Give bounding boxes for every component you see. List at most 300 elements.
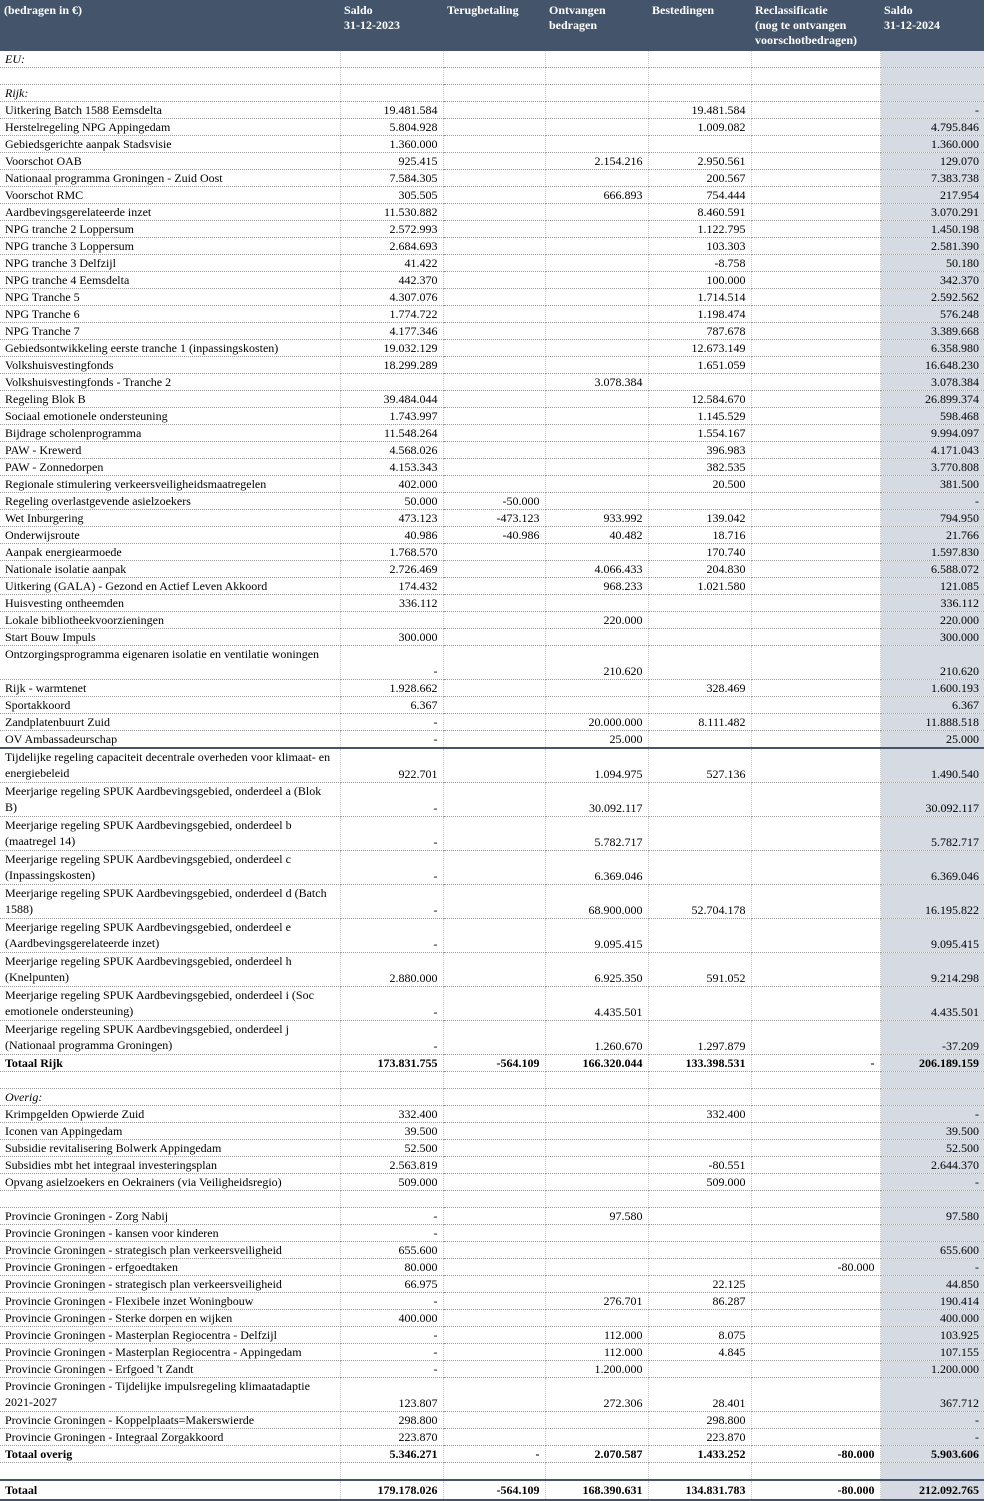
cell-reclassificatie: -80.000: [751, 1480, 880, 1500]
cell-terugbetaling: [443, 289, 545, 306]
cell-label: Gebiedsgerichte aanpak Stadsvisie: [0, 136, 340, 153]
cell-reclassificatie: [751, 817, 880, 851]
cell-bestedingen: [648, 1191, 751, 1208]
cell-label: Nationale isolatie aanpak: [0, 561, 340, 578]
cell-saldo-2024: 1.597.830: [880, 544, 984, 561]
header-saldo-2023: Saldo 31-12-2023: [340, 0, 443, 51]
cell-saldo-2023: [340, 1463, 443, 1481]
cell-saldo-2023: 442.370: [340, 272, 443, 289]
cell-label: Totaal overig: [0, 1446, 340, 1463]
cell-saldo-2024: 3.078.384: [880, 374, 984, 391]
table-row: [0, 1327, 984, 1344]
cell-label: EU:: [0, 51, 340, 68]
cell-terugbetaling: [443, 885, 545, 919]
cell-terugbetaling: [443, 1225, 545, 1242]
table-row: [0, 1174, 984, 1191]
cell-terugbetaling: [443, 425, 545, 442]
cell-terugbetaling: [443, 612, 545, 629]
table-row: [0, 561, 984, 578]
cell-ontvangen: 112.000: [545, 1327, 648, 1344]
cell-ontvangen: [545, 51, 648, 68]
cell-ontvangen: [545, 459, 648, 476]
cell-terugbetaling: [443, 595, 545, 612]
table-row: [0, 1123, 984, 1140]
cell-bestedingen: 754.444: [648, 187, 751, 204]
table-row: [0, 1463, 984, 1481]
cell-bestedingen: [648, 85, 751, 102]
cell-bestedingen: [648, 1123, 751, 1140]
cell-label: Onderwijsroute: [0, 527, 340, 544]
cell-saldo-2024: [880, 85, 984, 102]
cell-reclassificatie: -80.000: [751, 1259, 880, 1276]
cell-bestedingen: 591.052: [648, 953, 751, 987]
cell-saldo-2024: 336.112: [880, 595, 984, 612]
cell-saldo-2023: 2.880.000: [340, 953, 443, 987]
cell-saldo-2024: 7.383.738: [880, 170, 984, 187]
cell-terugbetaling: [443, 323, 545, 340]
cell-saldo-2023: [340, 68, 443, 85]
cell-ontvangen: [545, 493, 648, 510]
table-row: [0, 1378, 984, 1412]
cell-terugbetaling: -564.109: [443, 1055, 545, 1072]
cell-label: Provincie Groningen - Masterplan Regiocentra - Delfzijl: [0, 1327, 340, 1344]
cell-terugbetaling: [443, 646, 545, 680]
cell-bestedingen: 382.535: [648, 459, 751, 476]
table-row: [0, 510, 984, 527]
cell-saldo-2024: 121.085: [880, 578, 984, 595]
cell-saldo-2023: 52.500: [340, 1140, 443, 1157]
table-row: [0, 817, 984, 851]
table-row: [0, 680, 984, 697]
cell-bestedingen: 1.021.580: [648, 578, 751, 595]
table-row: [0, 102, 984, 119]
cell-saldo-2024: 6.367: [880, 697, 984, 714]
cell-reclassificatie: [751, 357, 880, 374]
cell-bestedingen: 22.125: [648, 1276, 751, 1293]
cell-reclassificatie: [751, 425, 880, 442]
cell-saldo-2023: 925.415: [340, 153, 443, 170]
cell-reclassificatie: [751, 374, 880, 391]
cell-ontvangen: [545, 1463, 648, 1481]
cell-bestedingen: [648, 1208, 751, 1225]
cell-label: Totaal Rijk: [0, 1055, 340, 1072]
cell-saldo-2023: 332.400: [340, 1106, 443, 1123]
cell-reclassificatie: [751, 748, 880, 783]
cell-label: Bijdrage scholenprogramma: [0, 425, 340, 442]
cell-reclassificatie: [751, 1191, 880, 1208]
cell-ontvangen: 4.066.433: [545, 561, 648, 578]
cell-label: Voorschot RMC: [0, 187, 340, 204]
cell-reclassificatie: [751, 1072, 880, 1089]
section-row: [0, 51, 984, 68]
table-row: [0, 221, 984, 238]
table-row: [0, 578, 984, 595]
cell-saldo-2024: 9.994.097: [880, 425, 984, 442]
cell-label: Meerjarige regeling SPUK Aardbevingsgebied, onderdeel j (Nationaal programma Groningen): [0, 1021, 340, 1055]
cell-label: [0, 1191, 340, 1208]
cell-reclassificatie: [751, 442, 880, 459]
cell-bestedingen: [648, 731, 751, 749]
table-row: [0, 714, 984, 731]
cell-saldo-2023: 223.870: [340, 1429, 443, 1446]
cell-saldo-2024: -: [880, 1174, 984, 1191]
cell-saldo-2024: 3.389.668: [880, 323, 984, 340]
cell-ontvangen: [545, 221, 648, 238]
cell-saldo-2024: 39.500: [880, 1123, 984, 1140]
cell-saldo-2023: 473.123: [340, 510, 443, 527]
cell-ontvangen: [545, 306, 648, 323]
cell-saldo-2024: 129.070: [880, 153, 984, 170]
cell-reclassificatie: [751, 459, 880, 476]
cell-saldo-2024: 52.500: [880, 1140, 984, 1157]
cell-saldo-2024: -: [880, 1412, 984, 1429]
table-row: [0, 391, 984, 408]
table-row: [0, 1344, 984, 1361]
cell-bestedingen: 509.000: [648, 1174, 751, 1191]
cell-terugbetaling: -50.000: [443, 493, 545, 510]
cell-saldo-2024: 4.795.846: [880, 119, 984, 136]
cell-reclassificatie: [751, 391, 880, 408]
cell-ontvangen: 97.580: [545, 1208, 648, 1225]
cell-terugbetaling: [443, 697, 545, 714]
cell-terugbetaling: [443, 1412, 545, 1429]
cell-saldo-2024: 107.155: [880, 1344, 984, 1361]
cell-bestedingen: [648, 68, 751, 85]
cell-terugbetaling: [443, 783, 545, 817]
cell-terugbetaling: [443, 238, 545, 255]
cell-saldo-2024: 44.850: [880, 1276, 984, 1293]
cell-reclassificatie: [751, 1310, 880, 1327]
cell-bestedingen: 1.651.059: [648, 357, 751, 374]
cell-reclassificatie: [751, 885, 880, 919]
cell-reclassificatie: [751, 1021, 880, 1055]
cell-ontvangen: 666.893: [545, 187, 648, 204]
cell-terugbetaling: [443, 714, 545, 731]
cell-label: Volkshuisvestingfonds - Tranche 2: [0, 374, 340, 391]
cell-label: Regionale stimulering verkeersveiligheidsmaatregelen: [0, 476, 340, 493]
table-row: [0, 1429, 984, 1446]
cell-terugbetaling: -: [443, 1446, 545, 1463]
cell-saldo-2023: [340, 51, 443, 68]
cell-saldo-2024: 220.000: [880, 612, 984, 629]
cell-bestedingen: 1.714.514: [648, 289, 751, 306]
cell-ontvangen: [545, 1429, 648, 1446]
cell-ontvangen: [545, 697, 648, 714]
cell-terugbetaling: [443, 1259, 545, 1276]
cell-bestedingen: [648, 1463, 751, 1481]
cell-label: Aardbevingsgerelateerde inzet: [0, 204, 340, 221]
table-row: [0, 783, 984, 817]
cell-terugbetaling: [443, 1140, 545, 1157]
table-row: [0, 323, 984, 340]
cell-terugbetaling: [443, 817, 545, 851]
cell-label: Provincie Groningen - Integraal Zorgakkoord: [0, 1429, 340, 1446]
cell-saldo-2023: [340, 85, 443, 102]
cell-saldo-2024: 1.200.000: [880, 1361, 984, 1378]
cell-bestedingen: 1.122.795: [648, 221, 751, 238]
cell-label: Provincie Groningen - Tijdelijke impulsregeling klimaatadaptie 2021-2027: [0, 1378, 340, 1412]
cell-reclassificatie: [751, 510, 880, 527]
cell-terugbetaling: [443, 1276, 545, 1293]
cell-label: [0, 68, 340, 85]
cell-reclassificatie: [751, 953, 880, 987]
cell-terugbetaling: [443, 1106, 545, 1123]
cell-ontvangen: [545, 1276, 648, 1293]
cell-saldo-2023: [340, 1191, 443, 1208]
cell-bestedingen: [648, 136, 751, 153]
cell-saldo-2023: 5.346.271: [340, 1446, 443, 1463]
cell-bestedingen: 103.303: [648, 238, 751, 255]
cell-reclassificatie: [751, 646, 880, 680]
cell-terugbetaling: [443, 476, 545, 493]
cell-label: Subsidies mbt het integraal investeringsplan: [0, 1157, 340, 1174]
cell-reclassificatie: [751, 612, 880, 629]
cell-terugbetaling: [443, 919, 545, 953]
cell-bestedingen: [648, 1242, 751, 1259]
cell-ontvangen: 68.900.000: [545, 885, 648, 919]
cell-ontvangen: 5.782.717: [545, 817, 648, 851]
cell-terugbetaling: [443, 170, 545, 187]
cell-terugbetaling: [443, 1310, 545, 1327]
cell-terugbetaling: [443, 306, 545, 323]
cell-reclassificatie: [751, 1106, 880, 1123]
cell-bestedingen: 332.400: [648, 1106, 751, 1123]
cell-bestedingen: [648, 987, 751, 1021]
cell-label: Opvang asielzoekers en Oekrainers (via Veiligheidsregio): [0, 1174, 340, 1191]
cell-bestedingen: 328.469: [648, 680, 751, 697]
cell-reclassificatie: [751, 527, 880, 544]
table-row: [0, 731, 984, 749]
cell-saldo-2024: 5.782.717: [880, 817, 984, 851]
cell-label: Regeling overlastgevende asielzoekers: [0, 493, 340, 510]
cell-saldo-2023: -: [340, 1225, 443, 1242]
cell-bestedingen: 527.136: [648, 748, 751, 783]
cell-reclassificatie: -80.000: [751, 1446, 880, 1463]
table-body: [0, 51, 984, 1500]
cell-saldo-2023: 179.178.026: [340, 1480, 443, 1500]
cell-bestedingen: 28.401: [648, 1378, 751, 1412]
cell-ontvangen: [545, 102, 648, 119]
cell-saldo-2024: [880, 51, 984, 68]
cell-saldo-2023: 1.928.662: [340, 680, 443, 697]
cell-reclassificatie: [751, 697, 880, 714]
cell-terugbetaling: [443, 748, 545, 783]
cell-bestedingen: 19.481.584: [648, 102, 751, 119]
cell-ontvangen: 30.092.117: [545, 783, 648, 817]
cell-saldo-2024: [880, 1191, 984, 1208]
cell-ontvangen: 168.390.631: [545, 1480, 648, 1500]
cell-saldo-2023: 41.422: [340, 255, 443, 272]
cell-ontvangen: [545, 442, 648, 459]
cell-bestedingen: 2.950.561: [648, 153, 751, 170]
cell-saldo-2023: 336.112: [340, 595, 443, 612]
cell-saldo-2024: 576.248: [880, 306, 984, 323]
cell-label: OV Ambassadeurschap: [0, 731, 340, 749]
cell-label: Overig:: [0, 1089, 340, 1106]
cell-label: Rijk:: [0, 85, 340, 102]
table-row: [0, 919, 984, 953]
cell-saldo-2024: -: [880, 1259, 984, 1276]
cell-label: Ontzorgingsprogramma eigenaren isolatie en ventilatie woningen: [0, 646, 340, 680]
cell-saldo-2024: 206.189.159: [880, 1055, 984, 1072]
cell-bestedingen: [648, 493, 751, 510]
cell-bestedingen: 4.845: [648, 1344, 751, 1361]
cell-saldo-2024: -: [880, 1106, 984, 1123]
cell-ontvangen: [545, 272, 648, 289]
cell-reclassificatie: [751, 578, 880, 595]
cell-saldo-2023: -: [340, 731, 443, 749]
table-row: [0, 1225, 984, 1242]
table-row: [0, 238, 984, 255]
cell-label: Provincie Groningen - Sterke dorpen en wijken: [0, 1310, 340, 1327]
cell-saldo-2024: 6.588.072: [880, 561, 984, 578]
cell-ontvangen: 276.701: [545, 1293, 648, 1310]
cell-saldo-2023: 66.975: [340, 1276, 443, 1293]
table-row: [0, 1310, 984, 1327]
cell-terugbetaling: [443, 1072, 545, 1089]
cell-label: PAW - Zonnedorpen: [0, 459, 340, 476]
table-row: [0, 1021, 984, 1055]
cell-bestedingen: 223.870: [648, 1429, 751, 1446]
cell-reclassificatie: -: [751, 1055, 880, 1072]
cell-label: Sociaal emotionele ondersteuning: [0, 408, 340, 425]
cell-terugbetaling: [443, 1123, 545, 1140]
cell-saldo-2023: 2.726.469: [340, 561, 443, 578]
cell-terugbetaling: [443, 1157, 545, 1174]
cell-label: [0, 1463, 340, 1481]
cell-saldo-2024: 1.490.540: [880, 748, 984, 783]
cell-saldo-2024: 3.070.291: [880, 204, 984, 221]
cell-ontvangen: [545, 323, 648, 340]
cell-reclassificatie: [751, 493, 880, 510]
cell-saldo-2023: 4.307.076: [340, 289, 443, 306]
cell-reclassificatie: [751, 595, 880, 612]
cell-reclassificatie: [751, 323, 880, 340]
cell-label: Gebiedsontwikkeling eerste tranche 1 (inpassingskosten): [0, 340, 340, 357]
cell-label: NPG tranche 3 Delfzijl: [0, 255, 340, 272]
cell-terugbetaling: [443, 357, 545, 374]
cell-terugbetaling: [443, 1242, 545, 1259]
cell-bestedingen: [648, 51, 751, 68]
cell-saldo-2024: -37.209: [880, 1021, 984, 1055]
table-row: [0, 1276, 984, 1293]
cell-saldo-2024: 97.580: [880, 1208, 984, 1225]
cell-saldo-2023: -: [340, 1327, 443, 1344]
cell-saldo-2023: 80.000: [340, 1259, 443, 1276]
cell-saldo-2024: [880, 68, 984, 85]
cell-label: Provincie Groningen - kansen voor kinderen: [0, 1225, 340, 1242]
cell-bestedingen: 1.198.474: [648, 306, 751, 323]
cell-saldo-2023: 4.568.026: [340, 442, 443, 459]
cell-label: Sportakkoord: [0, 697, 340, 714]
cell-saldo-2023: 305.505: [340, 187, 443, 204]
cell-label: Tijdelijke regeling capaciteit decentrale overheden voor klimaat- en energiebeleid: [0, 748, 340, 783]
cell-terugbetaling: [443, 374, 545, 391]
cell-saldo-2023: 298.800: [340, 1412, 443, 1429]
cell-ontvangen: [545, 1174, 648, 1191]
cell-saldo-2023: -: [340, 783, 443, 817]
cell-label: Meerjarige regeling SPUK Aardbevingsgebied, onderdeel e (Aardbevingsgerelateerde inzet): [0, 919, 340, 953]
cell-ontvangen: 968.233: [545, 578, 648, 595]
cell-label: Provincie Groningen - Flexibele inzet Woningbouw: [0, 1293, 340, 1310]
table-row: [0, 851, 984, 885]
table-row: [0, 170, 984, 187]
cell-saldo-2024: 1.450.198: [880, 221, 984, 238]
cell-terugbetaling: [443, 578, 545, 595]
table-row: [0, 119, 984, 136]
cell-ontvangen: [545, 255, 648, 272]
cell-bestedingen: [648, 1225, 751, 1242]
cell-saldo-2023: -: [340, 817, 443, 851]
cell-label: Meerjarige regeling SPUK Aardbevingsgebied, onderdeel b (maatregel 14): [0, 817, 340, 851]
cell-terugbetaling: -40.986: [443, 527, 545, 544]
cell-label: Krimpgelden Opwierde Zuid: [0, 1106, 340, 1123]
cell-terugbetaling: [443, 340, 545, 357]
cell-reclassificatie: [751, 289, 880, 306]
cell-label: Meerjarige regeling SPUK Aardbevingsgebied, onderdeel a (Blok B): [0, 783, 340, 817]
cell-ontvangen: [545, 357, 648, 374]
cell-saldo-2023: 1.768.570: [340, 544, 443, 561]
cell-saldo-2024: 11.888.518: [880, 714, 984, 731]
cell-ontvangen: [545, 85, 648, 102]
cell-ontvangen: [545, 1123, 648, 1140]
cell-ontvangen: [545, 238, 648, 255]
cell-saldo-2024: [880, 1089, 984, 1106]
cell-ontvangen: [545, 1242, 648, 1259]
cell-reclassificatie: [751, 221, 880, 238]
cell-saldo-2023: [340, 612, 443, 629]
cell-bestedingen: 396.983: [648, 442, 751, 459]
cell-terugbetaling: [443, 1378, 545, 1412]
cell-ontvangen: 25.000: [545, 731, 648, 749]
cell-label: Provincie Groningen - Erfgoed 't Zandt: [0, 1361, 340, 1378]
cell-ontvangen: 6.369.046: [545, 851, 648, 885]
cell-label: Rijk - warmtenet: [0, 680, 340, 697]
cell-saldo-2023: -: [340, 1293, 443, 1310]
total-row: [0, 1480, 984, 1500]
cell-reclassificatie: [751, 51, 880, 68]
cell-saldo-2024: 210.620: [880, 646, 984, 680]
cell-terugbetaling: [443, 221, 545, 238]
cell-reclassificatie: [751, 1208, 880, 1225]
cell-label: Wet Inburgering: [0, 510, 340, 527]
cell-saldo-2024: 9.214.298: [880, 953, 984, 987]
cell-ontvangen: 112.000: [545, 1344, 648, 1361]
cell-label: Provincie Groningen - Koppelplaats=Makerswierde: [0, 1412, 340, 1429]
cell-reclassificatie: [751, 1174, 880, 1191]
cell-saldo-2023: 1.360.000: [340, 136, 443, 153]
cell-saldo-2024: 6.358.980: [880, 340, 984, 357]
header-ontvangen: Ontvangen bedragen: [545, 0, 648, 51]
cell-ontvangen: [545, 119, 648, 136]
cell-saldo-2023: -: [340, 1361, 443, 1378]
cell-reclassificatie: [751, 714, 880, 731]
cell-saldo-2024: 3.770.808: [880, 459, 984, 476]
cell-saldo-2024: 16.648.230: [880, 357, 984, 374]
cell-saldo-2023: 655.600: [340, 1242, 443, 1259]
cell-reclassificatie: [751, 1412, 880, 1429]
cell-label: Subsidie revitalisering Bolwerk Appingedam: [0, 1140, 340, 1157]
cell-terugbetaling: [443, 1327, 545, 1344]
header-label: (bedragen in €): [0, 0, 340, 51]
cell-reclassificatie: [751, 119, 880, 136]
cell-bestedingen: 18.716: [648, 527, 751, 544]
table-row: [0, 1072, 984, 1089]
table-row: [0, 255, 984, 272]
cell-saldo-2023: -: [340, 885, 443, 919]
table-row: [0, 544, 984, 561]
cell-saldo-2024: -: [880, 493, 984, 510]
